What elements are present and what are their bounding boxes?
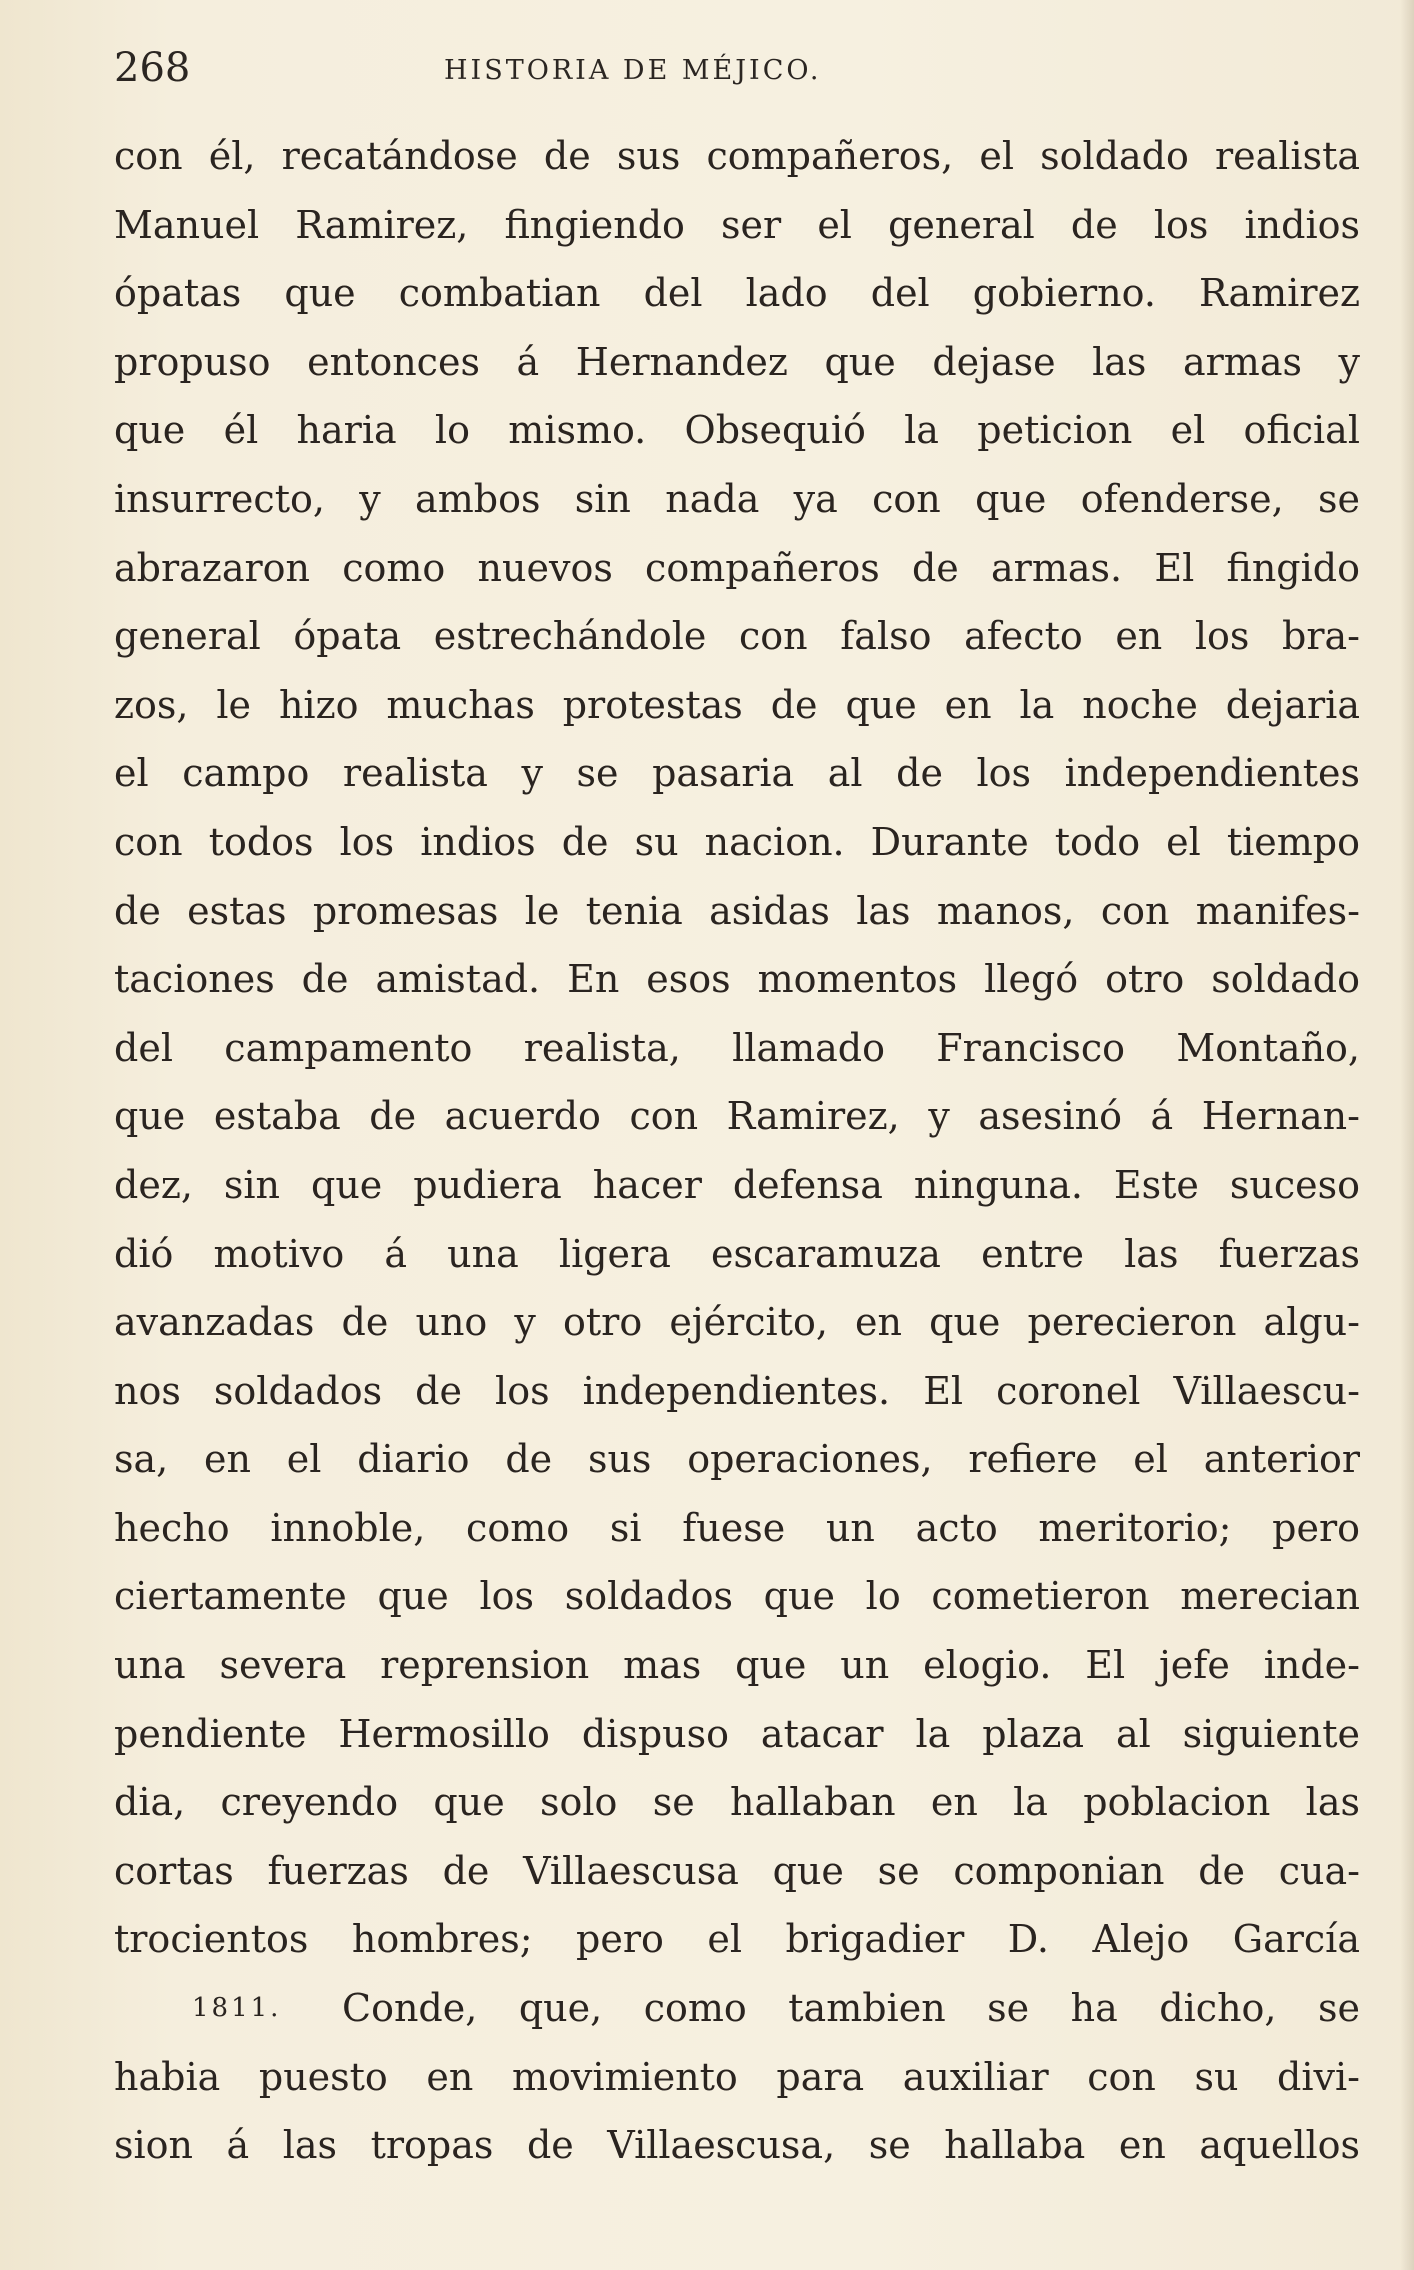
text-line: avanzadas de uno y otro ejército, en que perecieron algu- [114,1300,1360,1345]
text-line: del campamento realista, llamado Francisco Montaño, [114,1025,1360,1070]
marginal-year-note: 1811. [192,1993,282,2024]
text-line: dia, creyendo que solo se hallaban en la poblacion las [114,1780,1360,1825]
text-line: general ópata estrechándole con falso afecto en los bra- [114,614,1360,659]
text-line: zos, le hizo muchas protestas de que en la noche dejaria [114,682,1360,727]
text-line: Conde, que, como tambien se ha dicho, se [342,1986,1360,2031]
text-line: el campo realista y se pasaria al de los independientes [114,751,1360,796]
text-line: abrazaron como nuevos compañeros de armas. El fingido [114,545,1360,590]
text-line: ciertamente que los soldados que lo cometieron merecian [114,1574,1360,1619]
text-line: trocientos hombres; pero el brigadier D. Alejo García [114,1917,1360,1962]
text-line: propuso entonces á Hernandez que dejase las armas y [114,339,1360,384]
text-line: dió motivo á una ligera escaramuza entre las fuerzas [114,1231,1360,1276]
text-line: habia puesto en movimiento para auxiliar con su divi- [114,2054,1360,2099]
paragraph-lines [114,122,1360,1974]
running-head: HISTORIA DE MÉJICO. [444,55,822,86]
marginal-line [114,1974,1360,2043]
text-line: dez, sin que pudiera hacer defensa ninguna. Este suceso [114,1162,1360,1207]
text-line: Manuel Ramirez, fingiendo ser el general de los indios [114,202,1360,247]
text-line: cortas fuerzas de Villaescusa que se componian de cua- [114,1848,1360,1893]
text-line: de estas promesas le tenia asidas las manos, con manifes- [114,888,1360,933]
text-line: una severa reprension mas que un elogio. El jefe inde- [114,1643,1360,1688]
text-line: sion á las tropas de Villaescusa, se hallaba en aquellos [114,2123,1360,2168]
text-line: con él, recatándose de sus compañeros, el soldado realista [114,134,1360,178]
page-header [114,45,1360,105]
page-number: 268 [114,45,191,91]
text-line: ópatas que combatian del lado del gobierno. Ramirez [114,271,1360,316]
text-line: que estaba de acuerdo con Ramirez, y asesinó á Hernan- [114,1094,1360,1139]
text-line: hecho innoble, como si fuese un acto meritorio; pero [114,1505,1360,1550]
text-line: insurrecto, y ambos sin nada ya con que ofenderse, se [114,476,1360,521]
text-line: sa, en el diario de sus operaciones, refiere el anterior [114,1437,1360,1482]
text-line: que él haria lo mismo. Obsequió la peticion el oficial [114,408,1360,453]
text-line: pendiente Hermosillo dispuso atacar la plaza al siguiente [114,1711,1360,1756]
text-line: nos soldados de los independientes. El coronel Villaescu- [114,1368,1360,1413]
page-edge-shadow [1400,0,1414,2270]
text-line: con todos los indios de su nacion. Durante todo el tiempo [114,819,1360,864]
body-text [114,122,1360,2180]
paragraph-lines-continued [114,2043,1360,2180]
text-line: taciones de amistad. En esos momentos llegó otro soldado [114,957,1360,1002]
